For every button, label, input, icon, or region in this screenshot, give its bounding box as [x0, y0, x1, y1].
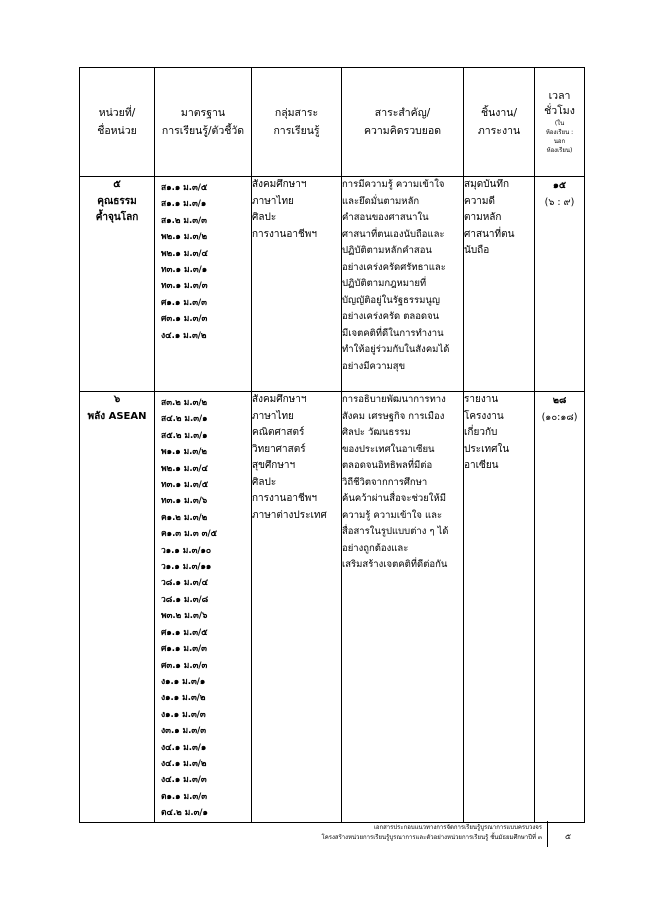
concept-line: ศิลปะ วัฒนธรรม [342, 427, 411, 438]
concept-line: อย่างถูกต้องและ [342, 542, 409, 554]
unit-number: ๖ [113, 394, 121, 405]
table-row [80, 392, 585, 823]
standard-item: ง๔.๑ ม.๓/๓ [161, 775, 207, 786]
standard-item: ว๘.๑ ม.๓/๔ [161, 578, 209, 589]
task-line: เกี่ยวกับ [464, 427, 498, 438]
standard-item: พ๑.๑ ม.๓/๒ [161, 447, 207, 458]
standard-item: ศ๑.๑ ม.๓/๓ [161, 644, 207, 655]
concept-line: การมีความรู้ ความเข้าใจ [342, 179, 445, 190]
header-standard: มาตรฐาน การเรียนรู้/ตัวชี้วัด [155, 68, 252, 177]
task-line: อาเซียน [464, 460, 499, 471]
concept-line: บัญญัติอยู่ในรัฐธรรมนูญ [342, 294, 440, 306]
subject-item: คณิตศาสตร์ [252, 427, 305, 438]
header-unit: หน่วยที่/ ชื่อหน่วย [80, 68, 155, 177]
concept-line: และยึดมั่นตามหลัก [342, 195, 420, 207]
time-cell [535, 177, 585, 392]
standard-item: ส๓.๒ ม.๓/๒ [161, 398, 208, 408]
concept-line: ความรู้ ความเข้าใจ และ [342, 509, 443, 521]
hours-split: (๑๐:๑๘) [541, 412, 578, 423]
standard-item: ส๑.๑ ม.๓/๕ [161, 183, 208, 193]
unit-number: ๕ [113, 179, 121, 190]
hours-total: ๑๕ [552, 180, 567, 191]
subject-item: ภาษาต่างประเทศ [252, 509, 327, 521]
concept-line: เสริมสร้างเจตคติที่ดีต่อกัน [342, 559, 448, 570]
hours-split: (๖ : ๙) [544, 197, 575, 208]
standard-item: ท๓.๑ ม.๓/๓ [161, 281, 208, 292]
task-line: สมุดบันทึก [464, 179, 510, 190]
subjects-cell [252, 177, 342, 392]
standard-item: ง๑.๑ ม.๓/๒ [161, 693, 206, 704]
standard-item: ศ๑.๑ ม.๓/๓ [161, 297, 207, 308]
standard-item: ศ๑.๑ ม.๓/๕ [161, 627, 208, 638]
header-task: ชิ้นงาน/ ภาระงาน [464, 68, 535, 177]
standard-item: ง๔.๑ ม.๓/๒ [161, 758, 207, 769]
standard-item: ศ๓.๑ ม.๓/๓ [161, 314, 208, 325]
standard-item: ง๔.๑ ม.๓/๒ [161, 330, 207, 341]
subject-item: การงานอาชีพฯ [252, 493, 317, 504]
standard-item: ส๑.๒ ม.๓/๓ [161, 215, 207, 226]
page-footer [282, 823, 542, 843]
subject-item: ภาษาไทย [252, 195, 294, 207]
task-line: ศาสนาที่ตน [464, 228, 515, 240]
concept-line: ปฏิบัติตามหลักคำสอน [342, 245, 432, 256]
task-cell [464, 177, 535, 392]
standard-item: ว๘.๑ ม.๓/๘ [161, 594, 209, 605]
time-cell [535, 392, 585, 823]
subject-item: ศิลปะ [252, 212, 277, 223]
standard-item: พ๒.๑ ม.๓/๔ [161, 248, 208, 259]
concept-line: ทำให้อยู่ร่วมกับในสังคมได้ [342, 344, 450, 355]
subject-item: การงานอาชีพฯ [252, 228, 317, 240]
curriculum-table [79, 67, 585, 823]
unit-cell [80, 177, 155, 392]
hours-total: ๒๘ [552, 395, 567, 406]
standard-item: พ๒.๑ ม.๓/๔ [161, 463, 208, 474]
standard-item: ท๓.๑ ม.๓/๕ [161, 480, 209, 491]
standard-item: ค๑.๓ ม.๓ ๓/๕ [161, 529, 218, 540]
standard-item: ท๓.๑ ม.๓/๖ [161, 496, 208, 507]
subject-item: ศิลปะ [252, 476, 277, 488]
footer-divider [547, 821, 548, 847]
standard-item: ว๑.๑ ม.๓/๑๐ [161, 545, 212, 556]
task-line: ความดี [464, 195, 496, 207]
standard-item: พ๒.๑ ม.๓/๒ [161, 232, 208, 243]
standard-item: ง๔.๑ ม.๓/๑ [161, 742, 207, 753]
unit-name: คุณธรรม [97, 195, 137, 207]
concept-line: การอธิบายพัฒนาการทาง [342, 394, 446, 405]
task-cell [464, 392, 535, 823]
standard-item: ส๔.๒ ม.๓/๑ [161, 414, 208, 425]
task-line: โครงงาน [464, 410, 504, 422]
subject-item: ภาษาไทย [252, 410, 294, 422]
footer-subtitle: โครงสร้างหน่วยการเรียนรู้บูรณาการและตัวอย่างหน่วยการเรียนรู้ ชั้นมัธยมศึกษาปีที่ ๓ [321, 834, 542, 841]
unit-cell [80, 392, 155, 823]
concept-line: ศาสนาที่ตนเองนับถือและ [342, 228, 445, 240]
standard-item: ส๕.๒ ม.๓/๑ [161, 430, 208, 441]
standard-item: ค๑.๒ ม.๓/๒ [161, 512, 208, 523]
concept-line: ค้นคว้าผ่านสื่อจะช่วยให้มี [342, 493, 446, 504]
standard-item: ท๓.๑ ม.๓/๑ [161, 265, 208, 276]
concept-line: คำสอนของศาสนาใน [342, 212, 429, 223]
unit-name: พลัง ASEAN [87, 410, 147, 422]
unit-name: ค้ำจุนโลก [95, 212, 139, 223]
task-line: ตามหลัก [464, 212, 502, 223]
task-line: ประเทศใน [464, 443, 510, 455]
concept-line: อย่างเคร่งครัด ตลอดจน [342, 311, 440, 322]
concept-line: อย่างมีความสุข [342, 360, 406, 372]
task-line: นับถือ [464, 245, 490, 256]
header-time: เวลา ชั่วโมง (ใน ห้องเรียน : นอก ห้องเรียน) [535, 68, 585, 177]
subject-item: สังคมศึกษาฯ [252, 179, 307, 190]
standard-item: ง๓.๑ ม.๓/๓ [161, 726, 207, 737]
concept-line: ตลอดจนอิทธิพลที่มีต่อ [342, 460, 433, 471]
task-line: รายงาน [464, 394, 499, 405]
standard-item: ง๑.๑ ม.๓/๑ [161, 676, 206, 687]
concept-line: สังคม เศรษฐกิจ การเมือง [342, 410, 445, 422]
standards-cell [155, 392, 252, 823]
concept-line: มีเจตคติที่ดีในการทำงาน [342, 327, 444, 339]
concept-cell [342, 392, 464, 823]
standard-item: ว๑.๑ ม.๓/๑๑ [161, 562, 212, 573]
concept-line: อย่างเคร่งครัดศรัทธาและ [342, 261, 446, 273]
subject-item: วิทยาศาสตร์ [252, 443, 306, 455]
standard-item: ง๑.๑ ม.๓/๓ [161, 709, 206, 720]
concept-line: ของประเทศในอาเซียน [342, 443, 435, 455]
table-row [80, 177, 585, 392]
subjects-cell [252, 392, 342, 823]
header-concept: สาระสำคัญ/ ความคิดรวบยอด [342, 68, 464, 177]
footer-title: เอกสารประกอบแนวทางการจัดการเรียนรู้บูรณาการแบบครบวงจร [373, 824, 542, 831]
standard-item: ศ๓.๑ ม.๓/๓ [161, 660, 208, 671]
standard-item: ส๑.๑ ม.๓/๑ [161, 199, 207, 210]
concept-line: ปฏิบัติตามกฎหมายที่ [342, 278, 427, 289]
header-subject: กลุ่มสาระ การเรียนรู้ [252, 68, 342, 177]
standards-cell [155, 177, 252, 392]
page-number: ๕ [565, 832, 572, 841]
standard-item: ต๑.๑ ม.๓/๓ [161, 791, 208, 802]
header-row [80, 68, 585, 177]
subject-item: สุขศึกษาฯ [252, 460, 296, 471]
subject-item: สังคมศึกษาฯ [252, 394, 307, 405]
standard-item: พ๓.๒ ม.๓/๖ [161, 611, 208, 622]
concept-cell [342, 177, 464, 392]
concept-line: วิถีชีวิตจากการศึกษา [342, 476, 428, 488]
standard-item: ต๔.๒ ม.๓/๑ [161, 808, 208, 819]
concept-line: สื่อสารในรูปแบบต่าง ๆ ได้ [342, 526, 449, 537]
